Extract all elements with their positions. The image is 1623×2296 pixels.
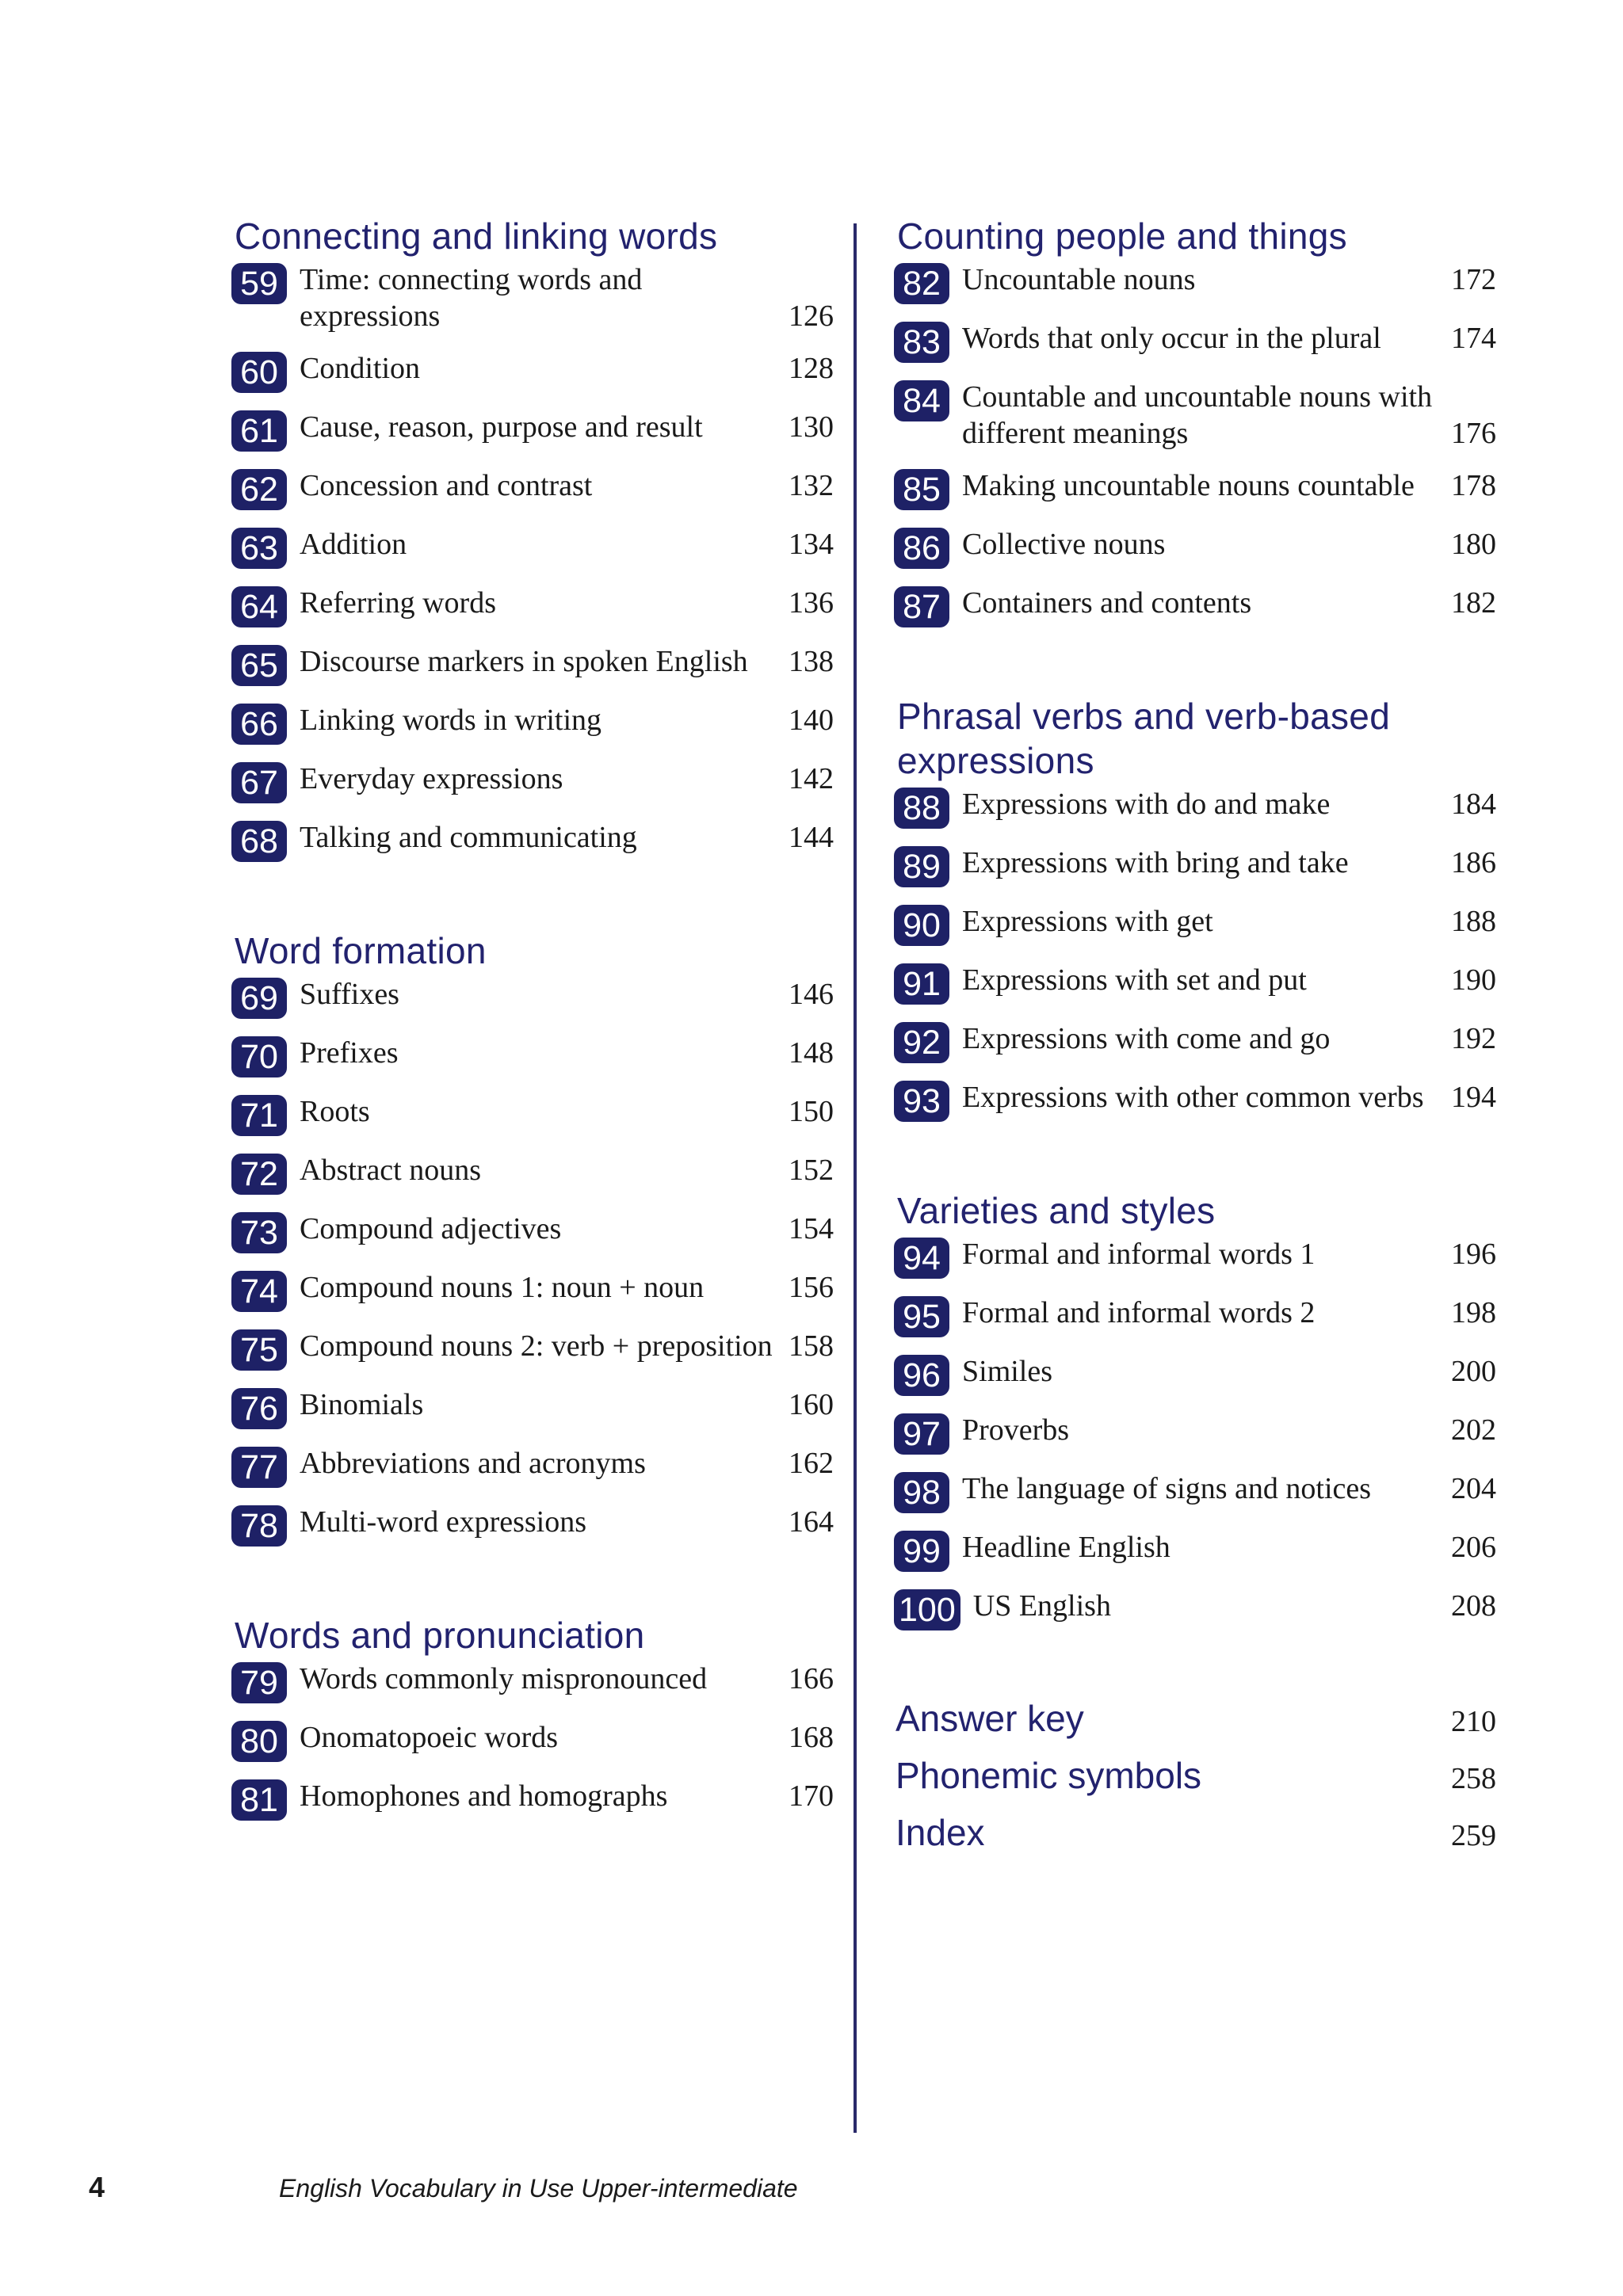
unit-entry[interactable] [894, 1295, 1496, 1337]
unit-number-badge: 78 [231, 1505, 287, 1547]
unit-page-number: 142 [789, 762, 834, 795]
unit-title: Multi-word expressions [300, 1505, 587, 1539]
back-matter-title: Answer key [896, 1698, 1084, 1739]
unit-title: Expressions with bring and take [962, 846, 1349, 879]
unit-page-number: 168 [789, 1721, 834, 1754]
unit-page-number: 126 [789, 299, 834, 333]
unit-entry[interactable] [231, 1328, 834, 1371]
unit-page-number: 136 [789, 586, 834, 620]
unit-title: Expressions with do and make [962, 788, 1331, 821]
unit-title: Linking words in writing [300, 704, 602, 737]
section-title: Word formation [235, 930, 487, 971]
unit-page-number: 178 [1451, 469, 1496, 502]
unit-entry[interactable] [231, 1719, 834, 1762]
unit-entry[interactable] [894, 1079, 1496, 1122]
contents-right-column [894, 214, 1496, 1868]
unit-page-number: 202 [1451, 1413, 1496, 1447]
unit-number-badge: 72 [231, 1154, 287, 1195]
unit-page-number: 184 [1451, 788, 1496, 821]
unit-title: Prefixes [300, 1036, 399, 1070]
unit-number-badge: 82 [894, 263, 949, 304]
unit-entry[interactable] [231, 1093, 834, 1136]
unit-page-number: 198 [1451, 1296, 1496, 1329]
back-matter-title: Index [896, 1812, 985, 1853]
unit-number-badge: 68 [231, 821, 287, 862]
unit-entry[interactable] [894, 962, 1496, 1005]
unit-title: Addition [300, 528, 407, 561]
unit-page-number: 192 [1451, 1022, 1496, 1055]
unit-number-badge: 84 [894, 380, 949, 421]
unit-page-number: 166 [789, 1662, 834, 1695]
unit-entry[interactable] [894, 903, 1496, 946]
unit-page-number: 190 [1451, 963, 1496, 997]
unit-title: Compound nouns 2: verb + preposition [300, 1329, 773, 1363]
section-word-formation [231, 929, 834, 1547]
section-counting-people-things [894, 214, 1496, 627]
unit-number-badge: 93 [894, 1081, 949, 1122]
unit-number-badge: 67 [231, 762, 287, 803]
unit-entry[interactable] [231, 1152, 834, 1195]
unit-title: Collective nouns [962, 528, 1166, 561]
unit-page-number: 130 [789, 410, 834, 444]
unit-number-badge: 98 [894, 1472, 949, 1513]
unit-page-number: 176 [1451, 417, 1496, 450]
unit-entry[interactable] [894, 1353, 1496, 1396]
unit-number-badge: 73 [231, 1212, 287, 1253]
unit-title: Suffixes [300, 978, 399, 1011]
unit-page-number: 158 [789, 1329, 834, 1363]
unit-entry[interactable] [231, 1035, 834, 1077]
unit-entry[interactable] [894, 1236, 1496, 1279]
unit-title: Expressions with come and go [962, 1022, 1331, 1055]
unit-number-badge: 80 [231, 1721, 287, 1762]
unit-page-number: 194 [1451, 1081, 1496, 1114]
unit-number-badge: 86 [894, 528, 949, 569]
unit-number-badge: 87 [894, 586, 949, 627]
unit-number-badge: 100 [894, 1589, 960, 1630]
unit-page-number: 188 [1451, 905, 1496, 938]
unit-title: Referring words [300, 586, 496, 620]
unit-entry[interactable] [231, 1386, 834, 1429]
unit-number-badge: 69 [231, 978, 287, 1019]
unit-entry[interactable] [894, 379, 1496, 452]
unit-page-number: 148 [789, 1036, 834, 1070]
unit-entry[interactable] [231, 585, 834, 627]
unit-title: Uncountable nouns [962, 263, 1196, 296]
unit-number-badge: 59 [231, 263, 287, 304]
unit-title: Talking and communicating [300, 821, 637, 854]
unit-number-badge: 81 [231, 1779, 287, 1821]
unit-page-number: 162 [789, 1447, 834, 1480]
unit-number-badge: 88 [894, 788, 949, 829]
unit-entry[interactable] [231, 467, 834, 510]
section-words-and-pronunciation [231, 1613, 834, 1821]
unit-number-badge: 97 [894, 1413, 949, 1455]
back-matter-page: 258 [1451, 1762, 1496, 1795]
unit-title: Words commonly mispronounced [300, 1662, 708, 1695]
unit-page-number: 182 [1451, 586, 1496, 620]
unit-number-badge: 74 [231, 1271, 287, 1312]
unit-number-badge: 89 [894, 846, 949, 887]
section-varieties-and-styles [894, 1188, 1496, 1630]
section-connecting-linking-words [231, 214, 834, 862]
unit-page-number: 138 [789, 645, 834, 678]
unit-number-badge: 60 [231, 352, 287, 393]
unit-entry[interactable] [894, 467, 1496, 510]
unit-entry[interactable] [231, 643, 834, 686]
unit-entry[interactable] [231, 1269, 834, 1312]
unit-page-number: 206 [1451, 1531, 1496, 1564]
back-matter-page: 210 [1451, 1705, 1496, 1738]
unit-title: US English [972, 1589, 1111, 1623]
unit-number-badge: 64 [231, 586, 287, 627]
unit-page-number: 172 [1451, 263, 1496, 296]
unit-title: Abstract nouns [300, 1154, 482, 1187]
section-title: Phrasal verbs and verb-based expressions [897, 696, 1391, 781]
unit-page-number: 180 [1451, 528, 1496, 561]
unit-page-number: 144 [789, 821, 834, 854]
unit-number-badge: 66 [231, 704, 287, 745]
unit-entry[interactable] [231, 761, 834, 803]
unit-title: Abbreviations and acronyms [300, 1447, 646, 1480]
unit-number-badge: 65 [231, 645, 287, 686]
unit-entry[interactable] [894, 845, 1496, 887]
unit-number-badge: 99 [894, 1531, 949, 1572]
unit-entry[interactable] [231, 1504, 834, 1547]
unit-entry[interactable] [231, 819, 834, 862]
unit-title: Time: connecting words and expressions [300, 263, 643, 333]
back-matter-phonemic-symbols[interactable] [894, 1754, 1496, 1800]
unit-entry[interactable] [231, 976, 834, 1019]
contents-left-column [231, 214, 834, 1887]
unit-entry[interactable] [894, 526, 1496, 569]
footer-page-number: 4 [89, 2171, 105, 2203]
unit-number-badge: 76 [231, 1388, 287, 1429]
unit-entry[interactable] [231, 409, 834, 452]
unit-number-badge: 79 [231, 1662, 287, 1703]
unit-title: Expressions with get [962, 905, 1213, 938]
unit-title: Discourse markers in spoken English [300, 645, 748, 678]
unit-entry[interactable] [894, 1529, 1496, 1572]
unit-entry[interactable] [894, 261, 1496, 304]
back-matter-title: Phonemic symbols [896, 1755, 1202, 1796]
unit-title: Words that only occur in the plural [962, 322, 1381, 355]
section-phrasal-verbs [894, 694, 1496, 1122]
unit-number-badge: 92 [894, 1022, 949, 1063]
unit-number-badge: 83 [894, 322, 949, 363]
unit-title: Onomatopoeic words [300, 1721, 559, 1754]
unit-page-number: 132 [789, 469, 834, 502]
unit-title: The language of signs and notices [962, 1472, 1372, 1505]
unit-page-number: 186 [1451, 846, 1496, 879]
unit-number-badge: 71 [231, 1095, 287, 1136]
unit-title: Binomials [300, 1388, 424, 1421]
unit-title: Expressions with other common verbs [962, 1081, 1424, 1114]
unit-title: Proverbs [962, 1413, 1070, 1447]
unit-number-badge: 75 [231, 1329, 287, 1371]
unit-entry[interactable] [231, 526, 834, 569]
unit-page-number: 150 [789, 1095, 834, 1128]
unit-title: Homophones and homographs [300, 1779, 668, 1813]
unit-title: Countable and uncountable nouns with different meanings [962, 380, 1433, 450]
unit-page-number: 204 [1451, 1472, 1496, 1505]
unit-number-badge: 63 [231, 528, 287, 569]
unit-page-number: 170 [789, 1779, 834, 1813]
unit-number-badge: 70 [231, 1036, 287, 1077]
unit-number-badge: 95 [894, 1296, 949, 1337]
unit-title: Roots [300, 1095, 370, 1128]
unit-number-badge: 90 [894, 905, 949, 946]
unit-title: Similes [962, 1355, 1053, 1388]
unit-number-badge: 96 [894, 1355, 949, 1396]
unit-entry[interactable] [231, 1778, 834, 1821]
unit-page-number: 156 [789, 1271, 834, 1304]
unit-entry[interactable] [231, 702, 834, 745]
unit-title: Compound nouns 1: noun + noun [300, 1271, 705, 1304]
unit-entry[interactable] [894, 1588, 1496, 1630]
unit-page-number: 164 [789, 1505, 834, 1539]
unit-entry[interactable] [894, 320, 1496, 363]
unit-entry[interactable] [894, 786, 1496, 829]
back-matter [894, 1697, 1496, 1857]
back-matter-answer-key[interactable] [894, 1697, 1496, 1743]
unit-page-number: 152 [789, 1154, 834, 1187]
unit-entry[interactable] [231, 261, 834, 334]
unit-page-number: 140 [789, 704, 834, 737]
unit-number-badge: 61 [231, 410, 287, 452]
unit-entry[interactable] [231, 350, 834, 393]
unit-number-badge: 85 [894, 469, 949, 510]
unit-entry[interactable] [894, 585, 1496, 627]
unit-title: Making uncountable nouns countable [962, 469, 1415, 502]
unit-title: Concession and contrast [300, 469, 593, 502]
unit-page-number: 146 [789, 978, 834, 1011]
back-matter-page: 259 [1451, 1819, 1496, 1852]
unit-page-number: 208 [1451, 1589, 1496, 1623]
unit-title: Headline English [962, 1531, 1170, 1564]
unit-title: Containers and contents [962, 586, 1252, 620]
unit-entry[interactable] [894, 1470, 1496, 1513]
unit-entry[interactable] [894, 1020, 1496, 1063]
section-title: Counting people and things [897, 215, 1347, 257]
unit-page-number: 200 [1451, 1355, 1496, 1388]
unit-entry[interactable] [894, 1412, 1496, 1455]
unit-title: Compound adjectives [300, 1212, 562, 1245]
unit-entry[interactable] [231, 1211, 834, 1253]
unit-number-badge: 77 [231, 1447, 287, 1488]
section-title: Words and pronunciation [235, 1615, 645, 1656]
unit-number-badge: 62 [231, 469, 287, 510]
column-divider [854, 223, 857, 2133]
unit-entry[interactable] [231, 1661, 834, 1703]
unit-page-number: 196 [1451, 1238, 1496, 1271]
unit-number-badge: 94 [894, 1238, 949, 1279]
unit-entry[interactable] [231, 1445, 834, 1488]
unit-title: Cause, reason, purpose and result [300, 410, 703, 444]
section-title: Varieties and styles [897, 1190, 1216, 1231]
unit-page-number: 134 [789, 528, 834, 561]
unit-title: Formal and informal words 2 [962, 1296, 1316, 1329]
unit-page-number: 174 [1451, 322, 1496, 355]
unit-title: Everyday expressions [300, 762, 563, 795]
section-title: Connecting and linking words [235, 215, 718, 257]
back-matter-index[interactable] [894, 1811, 1496, 1857]
unit-title: Expressions with set and put [962, 963, 1307, 997]
unit-title: Formal and informal words 1 [962, 1238, 1316, 1271]
unit-number-badge: 91 [894, 963, 949, 1005]
unit-page-number: 154 [789, 1212, 834, 1245]
unit-page-number: 128 [789, 352, 834, 385]
unit-page-number: 160 [789, 1388, 834, 1421]
footer-book-title: English Vocabulary in Use Upper-intermediate [279, 2174, 798, 2203]
unit-title: Condition [300, 352, 421, 385]
